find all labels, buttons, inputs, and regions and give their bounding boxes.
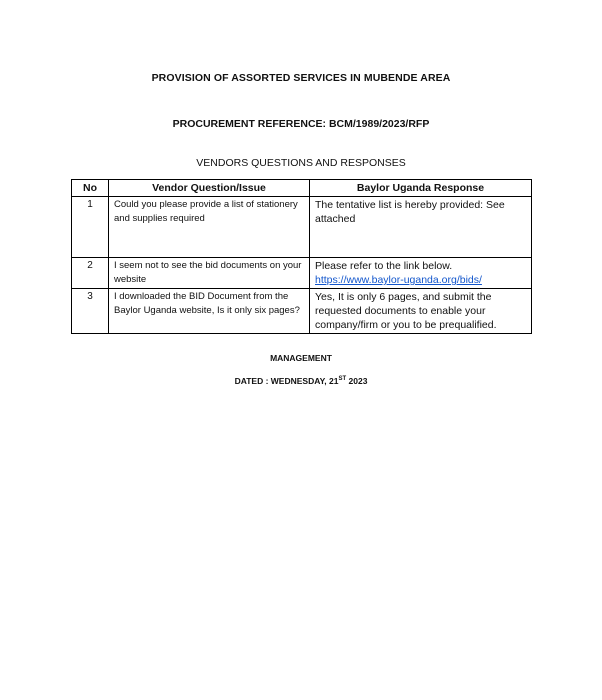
header-question: Vendor Question/Issue [109,180,310,197]
table-header-row [72,180,532,197]
date-superscript: ST [338,376,347,383]
row-question: I downloaded the BID Document from the Baylor Uganda website, Is it only six pages? [109,289,310,334]
row-response-cell [310,258,532,289]
header-no: No [72,180,109,197]
row-question: I seem not to see the bid documents on your website [109,258,310,289]
row-response: Please refer to the link below. [315,260,453,272]
date-prefix: DATED : WEDNESDAY, 21 [234,376,339,386]
bids-link[interactable]: https://www.baylor-uganda.org/bids/ [315,274,482,286]
date-line [0,376,602,386]
table-row [72,197,532,258]
signatory: MANAGEMENT [270,353,332,363]
table-row [72,289,532,334]
row-question: Could you please provide a list of stationery and supplies required [109,197,310,258]
row-response: The tentative list is hereby provided: See attached [310,197,532,258]
row-number: 2 [72,258,109,289]
document-title: PROVISION OF ASSORTED SERVICES IN MUBENDE AREA [151,72,451,84]
header-response: Baylor Uganda Response [310,180,532,197]
date-suffix: 2023 [346,376,368,386]
row-response: Yes, It is only 6 pages, and submit the requested documents to enable your company/firm or you to be prequalified. [310,289,532,334]
section-title: VENDORS QUESTIONS AND RESPONSES [196,157,406,169]
row-number: 1 [72,197,109,258]
procurement-reference: PROCUREMENT REFERENCE: BCM/1989/2023/RFP [172,118,430,130]
vendor-qa-table [71,179,532,334]
table-row [72,258,532,289]
row-number: 3 [72,289,109,334]
